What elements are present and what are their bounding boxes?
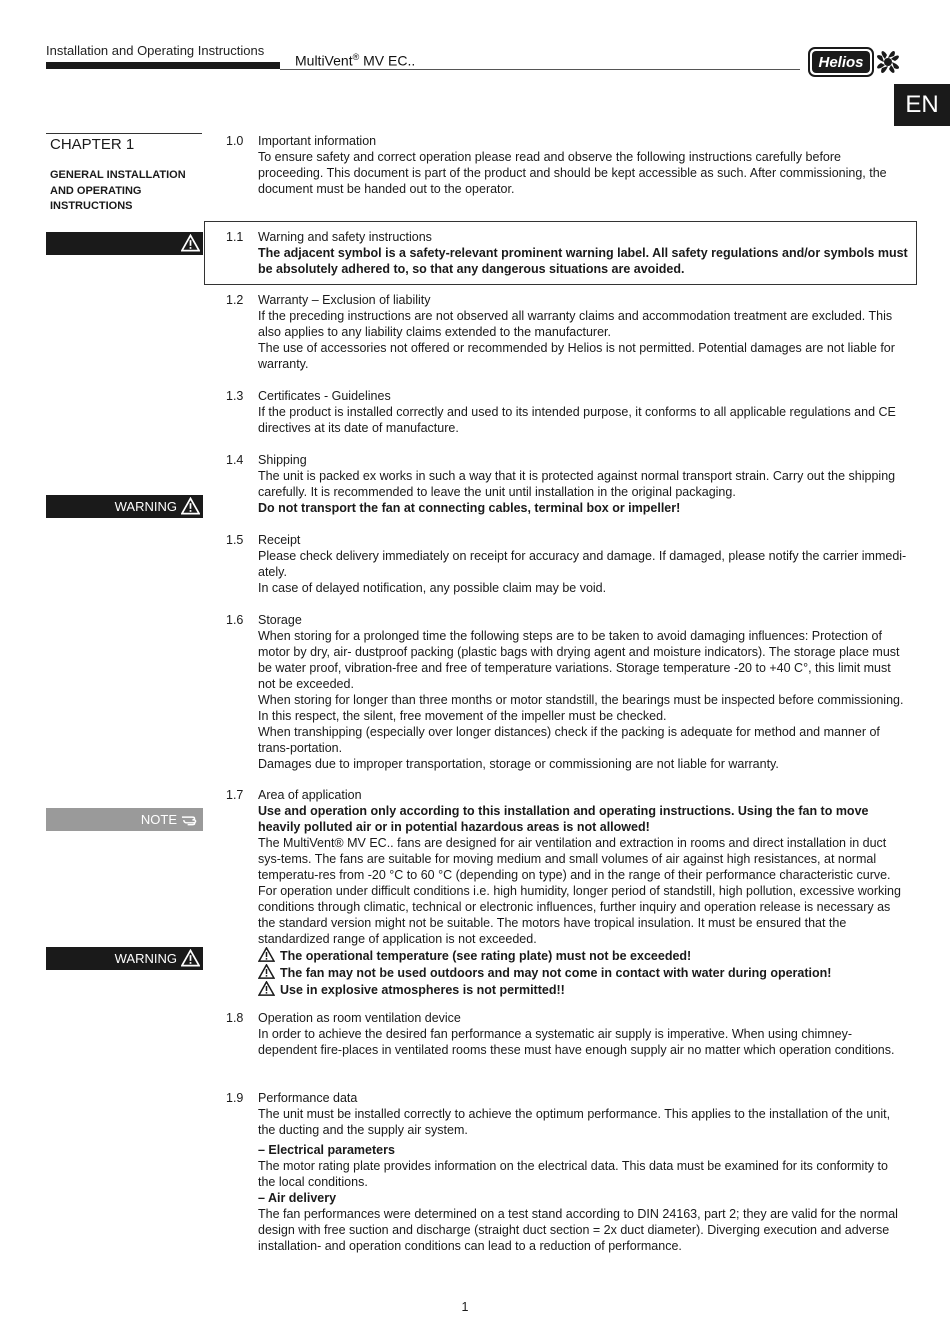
warning-label-shipping: WARNING xyxy=(46,495,203,518)
warning-label-application: WARNING xyxy=(46,947,203,970)
header-product-title: MultiVent® MV EC.. xyxy=(295,52,416,69)
section-important-information: Important information To ensure safety and correct operation please read and observe the following instructions carefully before proceeding. This document is part of the product and should be kept accessible as such. After commissioning, the document must be handed out to the operator. xyxy=(258,134,887,196)
warning-triangle-icon xyxy=(181,497,200,515)
chapter-title: CHAPTER 1 xyxy=(50,136,135,153)
section-number: 1.0 xyxy=(226,134,244,148)
header-bar xyxy=(46,62,280,69)
section-number: 1.1 xyxy=(226,230,244,244)
warning-item: The operational temperature (see rating plate) must not be exceeded! xyxy=(258,947,908,964)
chapter-rule xyxy=(46,133,202,134)
note-label: NOTE xyxy=(46,808,203,831)
warning-triangle-icon xyxy=(258,964,275,979)
section-storage: Storage When storing for a prolonged time the following steps are to be taken to avoid damaging influences: Protection of motor by dry, air- dustproof packing (plastic bags with drying agent and moisture indicators). The storage place must be water proof, vibration-free and free of temperature variations. Storage temperature -20 to +40 C°, this limit must not be exceeded. When storing for longer than three months or motor standstill, the bearings must be inspected before commissioning. In this respect, the silent, free movement of the impeller must be checked. When transhipping (especially over longer distances) check if the packing is adequate for method and manner of trans-portation. Damages due to improper transportation, storage or commissioning are not liable for warranty. xyxy=(258,613,904,771)
section-room-ventilation: Operation as room ventilation device In order to achieve the desired fan performance a systematic air supply is imperative. When using chimney-dependent fire-places in ventilated rooms these must have enough supply air no matter which operation conditions. xyxy=(258,1011,895,1057)
helios-logo xyxy=(808,46,902,78)
warning-triangle-icon xyxy=(181,949,200,967)
section-number: 1.3 xyxy=(226,389,244,403)
language-tab: EN xyxy=(894,84,950,126)
warning-triangle-icon xyxy=(258,947,275,962)
warning-item: Use in explosive atmospheres is not permitted!! xyxy=(258,981,908,998)
section-number: 1.5 xyxy=(226,533,244,547)
section-number: 1.4 xyxy=(226,453,244,467)
section-number: 1.8 xyxy=(226,1011,244,1025)
section-shipping: Shipping The unit is packed ex works in such a way that it is protected against normal transport strain. Carry out the shipping carefully. It is recommended to leave the unit until installation in the original packaging. Do not transport the fan at connecting cables, terminal box or impeller! xyxy=(258,453,896,515)
chapter-subtitle: GENERAL INSTALLATION AND OPERATING INSTRUCTIONS xyxy=(50,169,186,212)
warning-triangle-icon xyxy=(258,981,275,996)
section-number: 1.7 xyxy=(226,788,244,802)
section-receipt: Receipt Please check delivery immediately on receipt for accuracy and damage. If damaged, please notify the carrier immedi-ately. In case of delayed notification, any possible claim may be void. xyxy=(258,533,907,595)
section-area-of-application: Area of application Use and operation only according to this installation and operating instructions. Using the fan to move heavily polluted air or in potential hazardous areas is not allowed! The MultiVent® MV EC.. fans are designed for air ventilation and extraction in rooms and direct installation in duct sys-tems. The fans are suitable for moving medium and small volumes of air against high resistances, at normal temperatu-res from -20 °C to 60 °C (depending on type) and in the range of their performance characteristic curve. For operation under difficult conditions i.e. high humidity, longer period of standstill, high pollution, excessive working conditions through climatic, technical or electronic influences, further inquiry and operation release is necessary as the standard version might not be suitable. The motors have tropical insulation. It must be ensured that the standardized range of application is not exceeded. The operational temperature (see rating plate) must not be exceeded! The fan may not be used outdoors and may not come in contact with water during operation! Use in explosive atmospheres is not permitted!! xyxy=(258,787,908,998)
warning-item: The fan may not be used outdoors and may not come in contact with water during operation! xyxy=(258,964,908,981)
section-performance-data: Performance data The unit must be installed correctly to achieve the optimum performance. This applies to the installation of the unit, the ducting and the supply air system. – Electrical parameters The motor rating plate provides information on the electrical data. This data must be examined for its conformity to the local conditions. – Air delivery The fan performances were determined on a test stand according to DIN 24163, part 2; they are valid for the normal design with free suction and discharge (straight duct section = 2x duct diameter). Diverging execution and adverse installation- and operation conditions can lead to a reduction of performance. xyxy=(258,1091,898,1253)
section-warranty: Warranty – Exclusion of liability If the preceding instructions are not observed all warranty claims and accommodation treatment are excluded. This also applies to any liability claims extended to the manufacturer. The use of accessories not offered or recommended by Helios is not permitted. Potential damages are not liable for warranty. xyxy=(258,293,895,371)
page-number: 1 xyxy=(461,1300,469,1314)
pointing-hand-icon xyxy=(181,810,200,828)
header-doc-type: Installation and Operating Instructions xyxy=(46,43,265,58)
section-number: 1.9 xyxy=(226,1091,244,1105)
warning-symbol-label xyxy=(46,232,203,255)
warning-triangle-icon xyxy=(181,234,200,252)
section-number: 1.6 xyxy=(226,613,244,627)
section-warning-safety: Warning and safety instructions The adjacent symbol is a safety-relevant prominent warning label. All safety regulations and/or symbols must be absolutely adhered to, so that any dangerous situations are avoided. xyxy=(258,230,908,276)
section-certificates: Certificates - Guidelines If the product is installed correctly and used to its intended purpose, it conforms to all applicable regulations and CE directives at its date of manufacture. xyxy=(258,389,896,435)
logo-text: Helios xyxy=(818,54,864,71)
section-number: 1.2 xyxy=(226,293,244,307)
header-rule xyxy=(280,69,800,70)
